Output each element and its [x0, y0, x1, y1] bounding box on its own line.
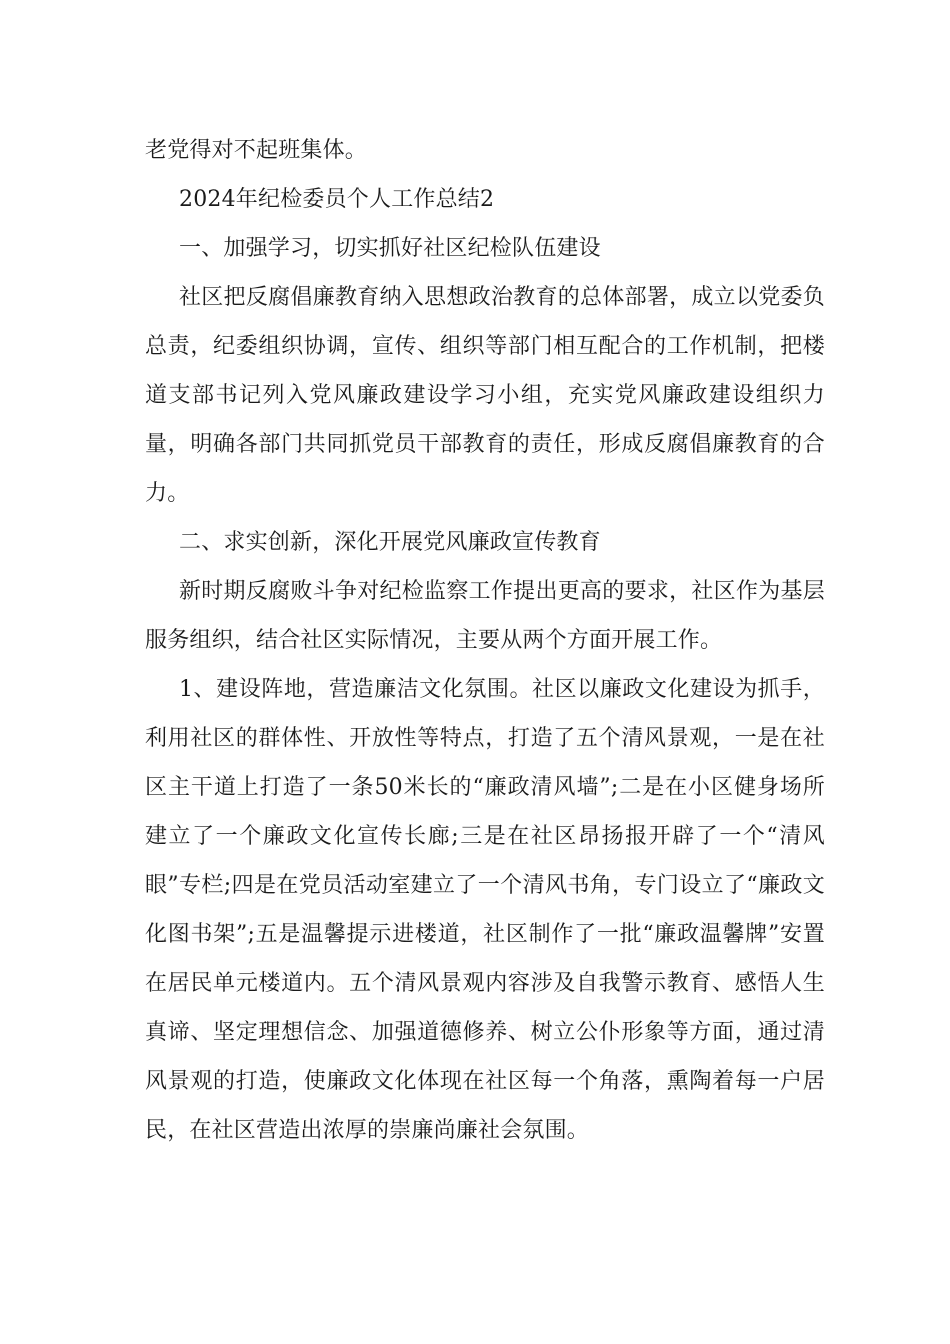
document-title: 2024年纪检委员个人工作总结2 — [179, 187, 495, 212]
paragraph-continuation: 老党得对不起班集体。 — [145, 138, 368, 163]
section-heading-2: 二、求实创新，深化开展党风廉政宣传教育 — [179, 530, 601, 555]
body-paragraph-1: 社区把反腐倡廉教育纳入思想政治教育的总体部署，成立以党委负总责，纪委组织协调，宣传、组织等部门相互配合的工作机制，把楼道支部书记列入党风廉政建设学习小组，充实党风廉政建设组织力量，明确各部门共同抓党员干部教育的责任，形成反腐倡廉教育的合力。 — [145, 285, 825, 506]
body-paragraph-2: 新时期反腐败斗争对纪检监察工作提出更高的要求，社区作为基层服务组织，结合社区实际情况，主要从两个方面开展工作。 — [145, 579, 825, 653]
section-heading-1: 一、加强学习，切实抓好社区纪检队伍建设 — [179, 236, 601, 261]
body-paragraph-3: 1、建设阵地，营造廉洁文化氛围。社区以廉政文化建设为抓手，利用社区的群体性、开放性等特点，打造了五个清风景观，一是在社区主干道上打造了一条50米长的“廉政清风墙”;二是在小区健身场所建立了一个廉政文化宣传长廊;三是在社区昂扬报开辟了一个“清风眼”专栏;四是在党员活动室建立了一个清风书角，专门设立了“廉政文化图书架”;五是温馨提示进楼道，社区制作了一批“廉政温馨牌”安置在居民单元楼道内。五个清风景观内容涉及自我警示教育、感悟人生真谛、坚定理想信念、加强道德修养、树立公仆形象等方面，通过清风景观的打造，使廉政文化体现在社区每一个角落，熏陶着每一户居民，在社区营造出浓厚的崇廉尚廉社会氛围。 — [145, 677, 825, 1143]
document-body — [145, 126, 825, 1155]
